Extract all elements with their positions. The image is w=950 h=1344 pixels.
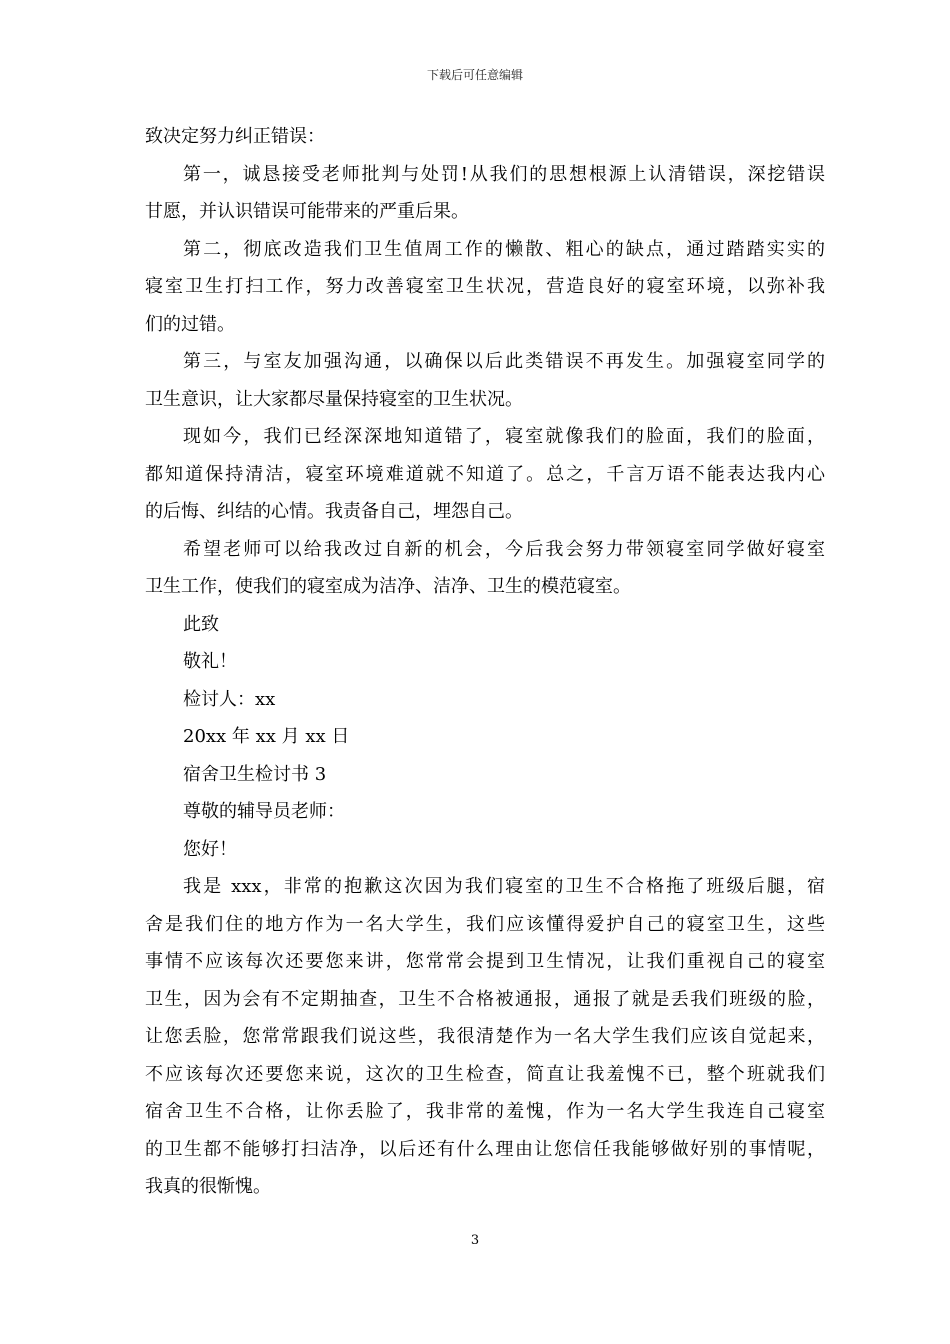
greeting-line: 尊敬的辅导员老师： [183, 801, 345, 822]
paragraph-start: 现如今，我们已经深深地知道错了，寝室就像我们的脸面，我们的脸面， [183, 426, 825, 447]
text-line: 都知道保持清洁，寝室环境难道就不知道了。总之，千言万语不能表达我内心 [145, 463, 825, 485]
text-line: 宿舍卫生不合格，让你丢脸了，我非常的羞愧，作为一名大学生我连自己寝室 [145, 1101, 825, 1122]
text-line: 寝室卫生打扫工作，努力改善寝室卫生状况，营造良好的寝室环境，以弥补我 [145, 276, 825, 297]
text-line: 的卫生都不能够打扫洁净，以后还有什么理由让您信任我能够做好别的事情呢， [145, 1138, 825, 1160]
paragraph-start: 希望老师可以给我改过自新的机会，今后我会努力带领寝室同学做好寝室 [183, 538, 825, 560]
paragraph-start: 第二，彻底改造我们卫生值周工作的懒散、粗心的缺点，通过踏踏实实的 [183, 238, 825, 260]
document-body [145, 118, 825, 1206]
text-line: 舍是我们住的地方作为一名大学生，我们应该懂得爱护自己的寝室卫生，这些 [145, 913, 825, 935]
section-title: 宿舍卫生检讨书 3 [183, 763, 327, 785]
text-line: 们的过错。 [145, 313, 235, 335]
text-line: 卫生意识，让大家都尽量保持寝室的卫生状况。 [145, 388, 523, 410]
date-line: 20xx 年 xx 月 xx 日 [183, 726, 350, 747]
text-line: 甘愿，并认识错误可能带来的严重后果。 [145, 201, 469, 222]
greeting-line: 您好！ [183, 838, 237, 860]
text-line: 我真的很惭愧。 [145, 1176, 271, 1197]
text-line: 致决定努力纠正错误： [145, 126, 325, 147]
text-line: 事情不应该每次还要您来讲，您常常会提到卫生情况，让我们重视自己的寝室 [145, 951, 825, 972]
page-number: 3 [470, 1233, 480, 1248]
paragraph-start: 第三，与室友加强沟通，以确保以后此类错误不再发生。加强寝室同学的 [183, 351, 825, 372]
text-line: 卫生工作，使我们的寝室成为洁净、洁净、卫生的模范寝室。 [145, 576, 631, 597]
text-line: 的后悔、纠结的心情。我责备自己，埋怨自己。 [145, 501, 523, 522]
paragraph-start: 第一，诚恳接受老师批判与处罚!从我们的思想根源上认清错误，深挖错误 [183, 163, 825, 185]
text-line: 卫生，因为会有不定期抽查，卫生不合格被通报，通报了就是丢我们班级的脸， [145, 988, 825, 1010]
closing-line: 此致 [183, 613, 219, 635]
page-header: 下载后可任意编辑 [426, 68, 523, 82]
paragraph-start: 我是 xxx，非常的抱歉这次因为我们寝室的卫生不合格拖了班级后腿，宿 [183, 876, 825, 897]
salutation-line: 敬礼！ [183, 651, 237, 672]
signature-line: 检讨人：xx [183, 688, 276, 710]
text-line: 不应该每次还要您来说，这次的卫生检查，简直让我羞愧不已，整个班就我们 [145, 1063, 825, 1085]
text-line: 让您丢脸，您常常跟我们说这些，我很清楚作为一名大学生我们应该自觉起来， [145, 1026, 825, 1047]
